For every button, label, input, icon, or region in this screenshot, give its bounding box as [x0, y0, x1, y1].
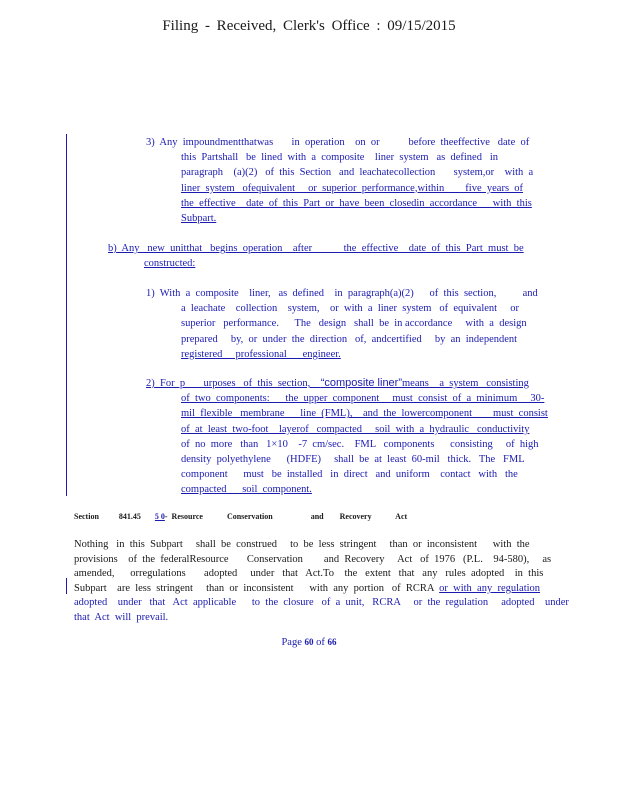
item-2-line: of at least two-foot layerof compacted soil with a hydraulic conductivity [181, 423, 530, 435]
item-2-after: means a system consisting [402, 378, 529, 389]
composite-liner-term: “composite liner” [320, 377, 403, 389]
item-3-line: this Partshall be lined with a composite liner system as defined in [181, 152, 498, 164]
inserted-text: or with any regulation [439, 582, 541, 594]
section-heading [74, 512, 407, 521]
item-b-line: b) Any new unitthat begins operation after the effective date of this Part must be [108, 243, 524, 254]
section-label: Section [74, 512, 99, 521]
page-label: Page [281, 637, 302, 648]
body-line: that Act will prevail. [74, 611, 169, 623]
section-number-prefix: 841.45 [118, 512, 141, 521]
item-2-line: of no more than 1×10 -7 cm/sec. FML components consisting of high [181, 438, 539, 450]
section-number: 5 0 [154, 512, 165, 521]
item-3-line: the effective date of this Part or have been closedin accordance with this [181, 197, 532, 209]
item-1-paragraph [146, 286, 538, 362]
page-total: 66 [327, 637, 337, 647]
body-line: Nothing in this Subpart shall be construed to be less stringent than or inconsistent with the [74, 539, 530, 550]
item-1-line: registered professional engineer. [181, 348, 341, 360]
body-text: Subpart are less stringent than or inconsistent with any portion of RCRA [74, 582, 440, 594]
item-b-line: constructed: [144, 258, 196, 270]
item-3-paragraph [146, 135, 533, 226]
item-1-line: a leachate collection system, or with a liner system of equivalent or [181, 303, 519, 315]
body-text: applicable to the closure of a unit, RCRA or the regulation adopted under [187, 597, 569, 609]
section-title: - Resource Conservation and Recovery Act [164, 512, 408, 521]
item-2-paragraph [146, 376, 548, 498]
body-line [74, 596, 569, 611]
item-3-line: Subpart. [181, 213, 217, 225]
page-footer [0, 637, 618, 648]
item-2-line: of two components: the upper component must consist of a minimum 30- [181, 393, 545, 405]
item-3-line: paragraph (a)(2) of this Section and leachatecollection system,or with a [181, 167, 534, 179]
change-bar-lower [66, 578, 67, 594]
of-label: of [316, 637, 325, 648]
item-1-line: prepared by, or under the direction of, andcertified by an independent [181, 333, 518, 345]
item-2-line: mil flexible membrane line (FML), and the lowercomponent must consist [181, 408, 548, 420]
page-number: 60 [304, 637, 314, 647]
item-3-line: liner system ofequivalent or superior performance,within five years of [181, 182, 524, 194]
section-body-paragraph [74, 538, 569, 626]
item-2-line: density polyethylene (HDFE) shall be at least 60-mil thick. The FML [181, 454, 525, 466]
filing-header: Filing - Received, Clerk's Office : 09/15/2015 [162, 18, 456, 34]
item-b-paragraph [108, 241, 524, 271]
inserted-text: adopted under that Act [74, 597, 188, 609]
item-2-line: compacted soil component. [181, 484, 312, 496]
item-2-prefix: 2) For p urposes of this section, [146, 378, 321, 389]
item-1-line: superior performance. The design shall be in accordance with a design [181, 318, 527, 330]
item-3-line: 3) Any impoundmentthatwas in operation on or before theeffective date of [146, 137, 530, 148]
body-line: amended, orregulations adopted under that Act.To the extent that any rules adopted in this [74, 568, 544, 580]
change-bar-upper [66, 134, 67, 496]
body-line [74, 582, 540, 597]
item-1-line: 1) With a composite liner, as defined in paragraph(a)(2) of this section, and [146, 288, 538, 299]
item-2-first-line [146, 376, 548, 391]
body-line: provisions of the federalResource Conservation and Recovery Act of 1976 (P.L. 94-580), as [74, 553, 552, 565]
item-2-line: component must be installed in direct and uniform contact with the [181, 469, 518, 481]
